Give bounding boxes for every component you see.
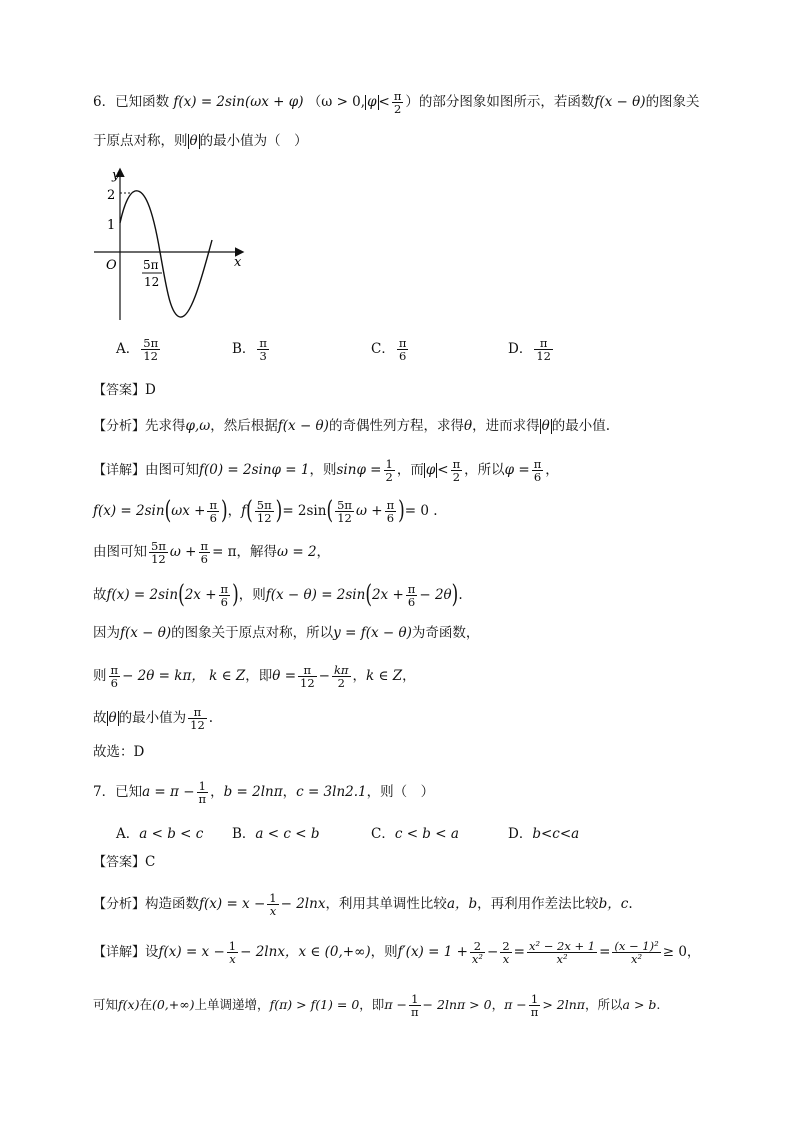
- detail-text: ，则: [238, 587, 266, 604]
- detail-math: ω +: [169, 544, 197, 561]
- origin-label: O: [106, 258, 117, 273]
- detail-math: f(x) = 2sin: [106, 587, 179, 604]
- q6-final-choice: [93, 746, 144, 760]
- detail-math: f(x − θ): [120, 625, 172, 641]
- detail-math: π −: [384, 997, 407, 1013]
- frac-den: 2: [385, 470, 393, 485]
- frac-num: 1: [385, 457, 393, 471]
- detail-text: ，则: [309, 462, 337, 479]
- detail-text: 故: [93, 587, 107, 604]
- q6-cond: （ω > 0,: [307, 94, 366, 111]
- detail-frac: [109, 664, 121, 689]
- frac-den: 6: [207, 511, 219, 524]
- q6-detail-line-7: [93, 706, 213, 731]
- paren: ): [398, 495, 405, 526]
- q6-shift-func: f(x − θ): [594, 94, 646, 111]
- q6-detail-line-5: [93, 627, 479, 641]
- detail-math: k ∈ Z: [209, 668, 246, 685]
- detail-text: 在: [139, 997, 152, 1013]
- option-frac: [397, 337, 409, 362]
- analysis-text: ，利用其单调性比较: [325, 896, 447, 913]
- detail-math: φ =: [504, 462, 530, 479]
- detail-abs: φ: [425, 462, 436, 479]
- detail-frac: [335, 499, 354, 524]
- q6-detail-line-3: [93, 540, 330, 565]
- q6-option-d[interactable]: [508, 337, 555, 362]
- detail-math: f(x): [118, 997, 140, 1013]
- frac-den: 12: [300, 676, 315, 691]
- option-frac: [257, 337, 269, 362]
- detail-abs: θ: [108, 710, 117, 727]
- analysis-text: .: [628, 896, 633, 913]
- q7-option-a[interactable]: [116, 822, 203, 842]
- frac-den: 6: [385, 511, 397, 524]
- q6-option-a[interactable]: [116, 337, 162, 362]
- detail-math: ωx +: [171, 503, 206, 520]
- detail-math: <: [437, 462, 449, 479]
- sine-curve: [120, 191, 212, 317]
- option-frac: [141, 337, 160, 362]
- detail-text: ，: [491, 997, 505, 1013]
- q7-text: ，则（ ）: [366, 784, 435, 801]
- analysis-tag: 【分析】: [93, 419, 146, 434]
- analysis-math: a，b: [446, 896, 478, 913]
- q6-detail-line-1: [93, 458, 559, 483]
- frac-den: 6: [109, 676, 121, 689]
- detail-math: = 0 .: [404, 503, 438, 520]
- x-tick-num: 5π: [143, 258, 159, 272]
- frac-den: 6: [532, 470, 544, 483]
- answer-tag: 【答案】: [93, 383, 146, 398]
- frac-num: π: [259, 336, 267, 350]
- detail-math: ≥ 0，: [662, 944, 701, 961]
- frac-den: x: [500, 952, 511, 965]
- detail-frac: [384, 458, 395, 483]
- frac-den: x: [227, 952, 238, 965]
- q7-math: b = 2lnπ: [223, 784, 283, 801]
- option-letter: D．: [508, 341, 533, 358]
- analysis-frac: [267, 892, 278, 917]
- x-axis-label: x: [234, 255, 242, 270]
- detail-frac: [451, 458, 463, 483]
- option-letter: C．: [371, 341, 395, 358]
- q6-text-post2: 的图象关: [645, 94, 700, 111]
- detail-math: θ =: [272, 668, 297, 685]
- frac-num: π: [200, 539, 209, 553]
- frac-num: kπ: [333, 663, 349, 677]
- frac-den: 3: [257, 349, 269, 362]
- detail-math: 2x +: [184, 587, 217, 604]
- detail-frac: [219, 583, 231, 608]
- detail-math: = 2sin: [282, 503, 327, 520]
- detail-text: 故: [93, 710, 107, 727]
- detail-text: 上单调递增，: [194, 997, 270, 1013]
- frac-num: π: [452, 457, 461, 471]
- analysis-text: ，进而求得: [472, 418, 540, 434]
- frac-num: π: [110, 663, 119, 677]
- paren: (: [365, 579, 372, 610]
- q6-cond-end: ）: [405, 94, 419, 111]
- q6-analysis: [93, 419, 610, 434]
- q7-number: 7．: [93, 784, 116, 801]
- detail-frac: [199, 540, 211, 565]
- detail-math: f(x − θ) = 2sin: [265, 587, 366, 604]
- q6-cond-lt: <: [378, 94, 390, 111]
- option-text: a < b < c: [139, 826, 204, 842]
- analysis-math: b，c: [598, 896, 629, 913]
- frac-num: π: [303, 663, 312, 677]
- detail-frac: [207, 499, 219, 524]
- q6-text: 已知函数: [115, 94, 170, 111]
- frac-den: x²: [612, 952, 660, 965]
- detail-tag: 【详解】: [93, 463, 146, 479]
- detail-text: 的最小值为: [118, 710, 187, 727]
- x-tick-den: 12: [144, 275, 160, 289]
- option-text: c < b < a: [394, 826, 459, 842]
- y-tick-1: 1: [107, 218, 116, 233]
- frac-num: π: [533, 457, 542, 471]
- frac-num: 1: [228, 939, 237, 953]
- q7-text: ，: [282, 784, 297, 801]
- frac-num: 5π: [143, 336, 159, 350]
- detail-text: 由图可知: [93, 544, 147, 561]
- q6-option-b[interactable]: [232, 337, 271, 362]
- detail-math: f: [241, 503, 247, 520]
- option-letter: A．: [116, 826, 140, 842]
- detail-math: π −: [504, 997, 527, 1013]
- frac-num: 1: [269, 891, 277, 905]
- option-letter: B．: [232, 826, 256, 842]
- frac-den: 2: [392, 102, 404, 115]
- detail-math: − 2lnπ > 0: [422, 997, 492, 1013]
- detail-text: ，则: [370, 944, 398, 961]
- detail-math: sinφ =: [336, 462, 382, 479]
- detail-math: (0,+∞): [151, 997, 195, 1013]
- option-letter: D．: [508, 826, 533, 842]
- detail-math: y = f(x − θ): [333, 625, 412, 641]
- frac-den: 6: [219, 595, 231, 608]
- detail-frac: [470, 940, 485, 965]
- analysis-text: 构造函数: [145, 896, 200, 913]
- frac-num: 5π: [337, 498, 352, 512]
- detail-frac: [385, 499, 397, 524]
- detail-text: 因为: [93, 625, 120, 641]
- frac-num: π: [393, 89, 402, 103]
- frac-den: x²: [527, 952, 597, 965]
- q6-text-post: 的部分图象如图所示，若函数: [418, 94, 595, 111]
- paren: (: [164, 495, 172, 526]
- detail-frac: [500, 940, 511, 965]
- analysis-math: f(x) = x −: [199, 896, 266, 913]
- analysis-text: 的奇偶性列方程，求得: [328, 418, 464, 434]
- detail-math: a > b: [622, 997, 657, 1013]
- analysis-tag: 【分析】: [93, 897, 146, 913]
- frac-den: 12: [335, 511, 354, 524]
- detail-text: ，所以: [464, 462, 505, 479]
- frac-den: 6: [397, 349, 409, 362]
- detail-math: =: [599, 944, 611, 961]
- detail-frac: [188, 706, 207, 731]
- option-text: a < c < b: [255, 826, 320, 842]
- detail-math: f(x) = 2sin: [93, 503, 165, 520]
- analysis-text: ，再利用作差法比较: [477, 896, 599, 913]
- q7-option-d[interactable]: [508, 822, 579, 842]
- detail-frac: [149, 540, 168, 565]
- detail-math: k ∈ Z: [366, 668, 403, 685]
- q6-cond-abs: φ: [367, 94, 377, 111]
- frac-num: π: [407, 582, 416, 596]
- option-letter: B．: [232, 341, 256, 358]
- q6-function-def: f(x) = 2sin(ωx + φ): [173, 94, 304, 111]
- frac-den: 12: [141, 349, 160, 362]
- frac-den: 12: [536, 349, 551, 364]
- detail-text: ，即: [245, 668, 273, 685]
- detail-text: 可知: [93, 997, 119, 1013]
- frac-num: 1: [530, 992, 539, 1006]
- frac-num: π: [193, 705, 202, 719]
- detail-text: 由图可知: [145, 462, 200, 479]
- detail-text: ，所以: [585, 997, 623, 1013]
- detail-frac: [332, 664, 351, 689]
- q6-abs-theta: θ: [189, 133, 198, 149]
- detail-frac: [409, 993, 421, 1018]
- frac-den: π: [410, 1005, 419, 1020]
- detail-text: 故选：D: [93, 744, 145, 760]
- detail-frac: [527, 940, 597, 965]
- frac-num: π: [398, 336, 407, 350]
- detail-math: ω = 2: [277, 544, 317, 561]
- option-letter: A．: [116, 341, 140, 358]
- y-axis-label: y: [112, 168, 120, 183]
- q6-option-c[interactable]: [371, 337, 410, 362]
- sine-graph: [92, 165, 262, 325]
- detail-math: ω +: [355, 503, 383, 520]
- detail-math: −: [487, 944, 499, 961]
- frac-den: 6: [199, 552, 211, 565]
- detail-text: ，: [402, 668, 416, 685]
- frac-den: x: [267, 904, 278, 917]
- q6-detail-line-6: [93, 664, 416, 689]
- frac-den: π: [198, 792, 207, 807]
- q7-option-b[interactable]: [232, 822, 319, 842]
- detail-math: > 2lnπ: [542, 997, 586, 1013]
- detail-math: f(0) = 2sinφ = 1: [199, 462, 310, 479]
- detail-math: f(π) > f(1) = 0: [269, 997, 360, 1013]
- frac-num: 1: [198, 779, 206, 793]
- frac-num: π: [220, 582, 229, 596]
- paren: ): [221, 495, 228, 526]
- q7-math: a = π −: [142, 784, 195, 801]
- frac-den: 12: [255, 511, 274, 524]
- q6-line2-end: 的最小值为（ ）: [199, 133, 308, 149]
- paren: ): [275, 495, 283, 526]
- detail-math: − 2lnx，: [240, 944, 299, 961]
- detail-text: .: [458, 587, 463, 604]
- detail-math: f′(x) = 1 +: [397, 944, 468, 961]
- q7-option-c[interactable]: [371, 822, 459, 842]
- detail-text: ，: [316, 544, 331, 561]
- q7-text: ，: [210, 784, 224, 801]
- detail-math: −: [318, 668, 330, 685]
- detail-text: ，: [227, 503, 242, 520]
- option-letter: C．: [371, 826, 395, 842]
- q6-detail-line-4: [93, 579, 463, 610]
- detail-text: 的图象关于原点对称，所以: [171, 625, 334, 641]
- frac-den: x²: [471, 952, 484, 967]
- detail-math: =: [513, 944, 525, 961]
- detail-frac: [406, 583, 418, 608]
- analysis-abs-theta: θ: [541, 418, 550, 434]
- frac-num: π: [386, 498, 395, 512]
- frac-den: 12: [149, 552, 168, 565]
- detail-frac: [532, 458, 544, 483]
- detail-frac: [612, 940, 660, 965]
- detail-math: 2x +: [371, 587, 404, 604]
- answer-tag: 【答案】: [93, 855, 146, 870]
- detail-text: ，而: [396, 462, 424, 479]
- q7-math: c = 3ln2.1: [296, 784, 367, 801]
- detail-text: 则: [93, 668, 107, 685]
- analysis-text: 的最小值.: [551, 418, 611, 434]
- analysis-vars: φ,ω: [185, 418, 211, 434]
- frac-num: 1: [411, 992, 419, 1006]
- detail-text: 设: [145, 944, 159, 961]
- q6-number: 6．: [93, 94, 116, 111]
- frac-num: 2: [502, 939, 510, 953]
- frac-num: x² − 2x + 1: [528, 939, 596, 953]
- q6-answer: [93, 384, 156, 398]
- answer-value: D: [145, 382, 156, 398]
- detail-tag: 【详解】: [93, 945, 146, 961]
- answer-value: C: [145, 854, 156, 870]
- q6-cond-frac: [392, 90, 404, 115]
- frac-num: π: [209, 498, 218, 512]
- frac-den: 2: [451, 470, 463, 483]
- option-frac: [534, 337, 553, 362]
- q7-analysis: [93, 892, 633, 917]
- detail-frac: [298, 664, 317, 689]
- analysis-func: f(x − θ): [277, 418, 329, 434]
- detail-text: .: [656, 997, 661, 1013]
- detail-text: .: [208, 710, 214, 727]
- frac-num: π: [539, 336, 548, 350]
- q6-detail-line-2: [93, 495, 438, 526]
- q6-line-2: [93, 134, 308, 149]
- q7-detail-line-1: [93, 940, 700, 965]
- detail-text: ，: [545, 462, 559, 479]
- analysis-text: 先求得: [145, 418, 186, 434]
- paren: ): [451, 579, 459, 610]
- paren: (: [326, 495, 334, 526]
- detail-frac: [227, 940, 238, 965]
- paren: (: [246, 495, 253, 526]
- q7-frac: [197, 780, 209, 805]
- frac-den: 2: [332, 676, 351, 689]
- paren: ): [232, 579, 239, 610]
- frac-den: 6: [406, 595, 418, 608]
- detail-text: = π，解得: [212, 544, 278, 561]
- frac-den: 12: [190, 718, 205, 733]
- q6-line2-text: 于原点对称，则: [93, 133, 188, 149]
- q7-answer: [93, 856, 155, 870]
- q7-text: 已知: [115, 784, 143, 801]
- detail-text: ，即: [359, 997, 385, 1013]
- detail-frac: [529, 993, 541, 1018]
- frac-num: 5π: [256, 498, 272, 512]
- detail-math: − 2θ: [419, 587, 452, 604]
- detail-math: f(x) = x −: [158, 944, 225, 961]
- q7-detail-line-2: [93, 993, 660, 1018]
- paren: (: [178, 579, 185, 610]
- detail-frac: [255, 499, 274, 524]
- analysis-text: ，然后根据: [210, 418, 278, 434]
- detail-math: x ∈ (0,+∞): [298, 944, 371, 961]
- frac-num: 5π: [151, 539, 166, 553]
- detail-text: ，: [352, 668, 366, 685]
- analysis-math: − 2lnx: [280, 896, 326, 913]
- option-text: b<c<a: [532, 826, 580, 842]
- q7-line-1: [93, 780, 434, 805]
- q6-line-1: [93, 90, 700, 115]
- detail-text: 为奇函数，: [411, 625, 480, 641]
- frac-num: (x − 1)²: [614, 939, 659, 953]
- y-tick-2: 2: [107, 188, 116, 203]
- detail-math: − 2θ = kπ，: [122, 668, 205, 685]
- analysis-theta: θ: [463, 418, 473, 434]
- frac-num: 2: [473, 939, 482, 953]
- frac-den: π: [530, 1005, 539, 1020]
